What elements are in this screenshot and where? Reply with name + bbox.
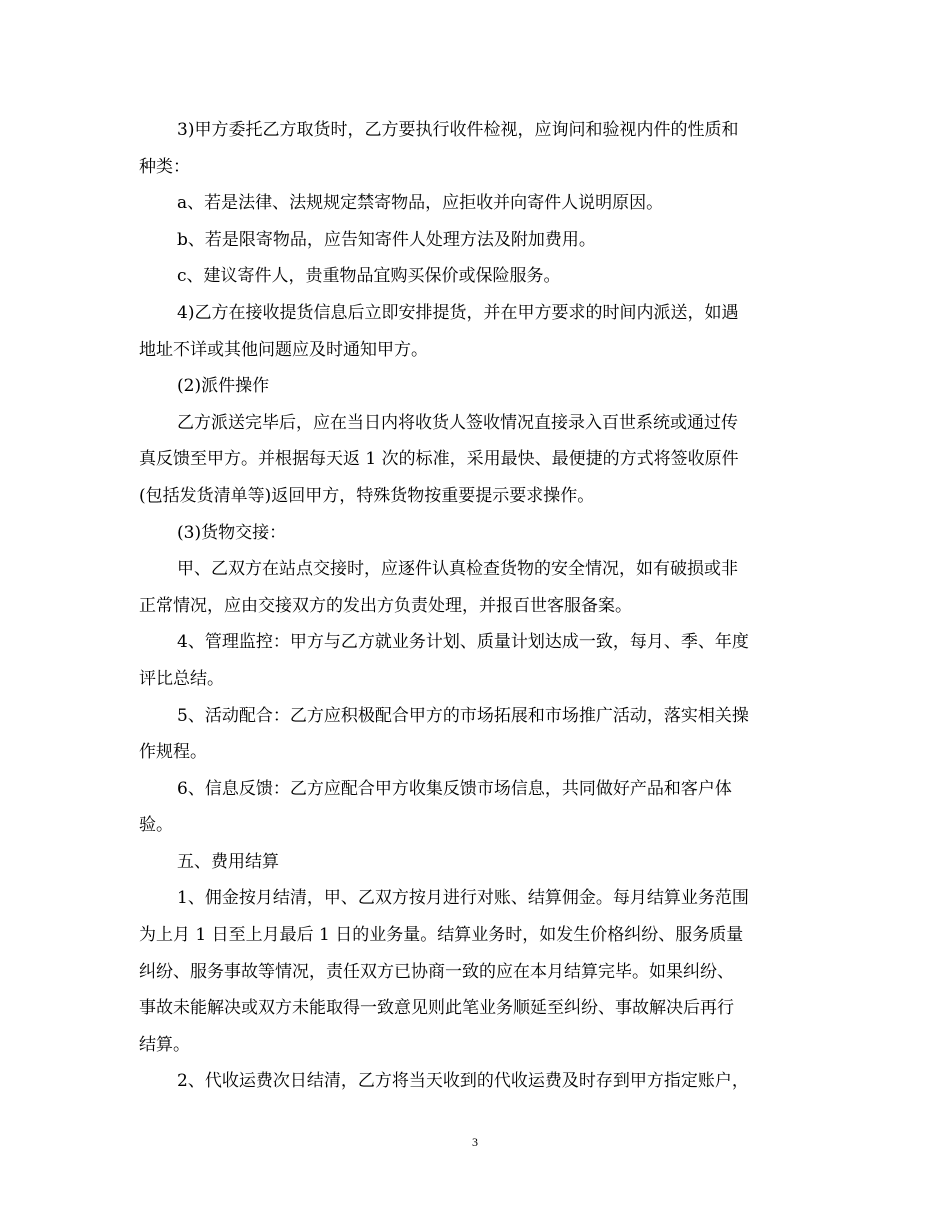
text-line: (2)派件操作	[177, 376, 270, 397]
text-line: 正常情况，应由交接双方的发出方负责处理，并报百世客服备案。	[139, 595, 632, 616]
text-line: (3)货物交接：	[177, 522, 287, 543]
text-line: 6、信息反馈：乙方应配合甲方收集反馈市场信息，共同做好产品和客户体	[177, 778, 732, 799]
text-line: 1、佣金按月结清，甲、乙双方按月进行对账、结算佣金。每月结算业务范围	[177, 888, 749, 909]
text-line: 种类：	[139, 156, 190, 177]
text-line: 4)乙方在接收提货信息后立即安排提货，并在甲方要求的时间内派送，如遇	[177, 302, 739, 323]
text-line: 地址不详或其他问题应及时通知甲方。	[139, 339, 428, 360]
text-line: 3)甲方委托乙方取货时，乙方要执行收件检视，应询问和验视内件的性质和	[177, 120, 739, 140]
text-line: 乙方派送完毕后，应在当日内将收货人签收情况直接录入百世系统或通过传	[177, 412, 738, 433]
text-line: 真反馈至甲方。并根据每天返 1 次的标准，采用最快、最便捷的方式将签收原件	[139, 449, 739, 470]
text-line: 五、费用结算	[177, 851, 279, 872]
text-line: a、若是法律、法规规定禁寄物品，应拒收并向寄件人说明原因。	[177, 193, 664, 214]
text-line: 作规程。	[139, 742, 207, 763]
text-line: 验。	[139, 815, 173, 836]
text-line: 纠纷、服务事故等情况，责任双方已协商一致的应在本月结算完毕。如果纠纷、	[139, 961, 734, 982]
text-line: 事故未能解决或双方未能取得一致意见则此笔业务顺延至纠纷、事故解决后再行	[139, 998, 734, 1019]
text-line: 5、活动配合：乙方应积极配合甲方的市场拓展和市场推广活动，落实相关操	[177, 705, 749, 726]
text-line: 甲、乙双方在站点交接时，应逐件认真检查货物的安全情况，如有破损或非	[177, 559, 738, 580]
text-line: 2、代收运费次日结清，乙方将当天收到的代收运费及时存到甲方指定账户，	[177, 1071, 749, 1092]
text-line: (包括发货清单等)返回甲方，特殊货物按重要提示要求操作。	[139, 485, 595, 506]
text-line: b、若是限寄物品，应告知寄件人处理方法及附加费用。	[177, 229, 596, 250]
text-line: 结算。	[139, 1034, 190, 1055]
document-body	[139, 112, 811, 1100]
text-line: 4、管理监控：甲方与乙方就业务计划、质量计划达成一致，每月、季、年度	[177, 632, 749, 653]
page-number: 3	[472, 1135, 478, 1149]
text-line: 为上月 1 日至上月最后 1 日的业务量。结算业务时，如发生价格纠纷、服务质量	[139, 925, 744, 946]
text-line: c、建议寄件人，贵重物品宜购买保价或保险服务。	[177, 266, 561, 287]
text-line: 评比总结。	[139, 668, 224, 689]
